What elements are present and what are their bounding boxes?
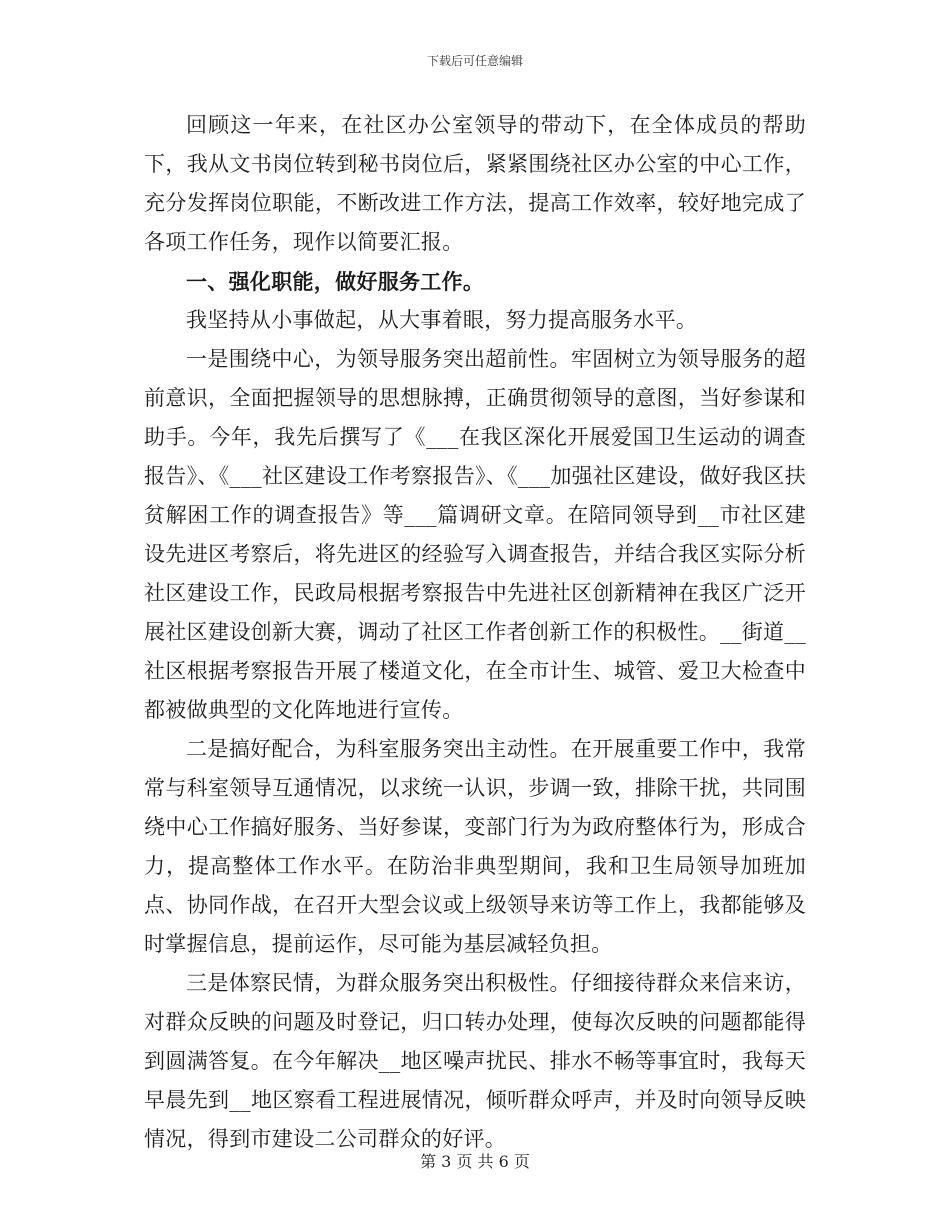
section-heading: 一、强化职能，做好服务工作。 xyxy=(186,269,485,294)
page-header: 下载后可任意编辑 xyxy=(426,54,523,68)
paragraph-intro: 回顾这一年来，在社区办公室领导的带动下，在全体成员的帮助下，我从文书岗位转到秘书岗位后，紧紧围绕社区办公室的中心工作，充分发挥岗位职能，不断改进工作方法，提高工作效率，较好地完成了各项工作任务，现作以简要汇报。 xyxy=(144,113,806,254)
paragraph-summary: 我坚持从小事做起，从大事着眼，努力提高服务水平。 xyxy=(186,308,698,332)
page-number: 第 3 页 共 6 页 xyxy=(420,1152,530,1171)
document-body xyxy=(144,106,806,1159)
paragraph-point-two: 二是搞好配合，为科室服务突出主动性。在开展重要工作中，我常常与科室领导互通情况，以求统一认识，步调一致，排除干扰，共同围绕中心工作搞好服务、当好参谋，变部门行为为政府整体行为，形成合力，提高整体工作水平。在防治非典型期间，我和卫生局领导加班加点、协同作战，在召开大型会议或上级领导来访等工作上，我都能够及时掌握信息，提前运作，尽可能为基层减轻负担。 xyxy=(144,737,806,956)
paragraph-point-three: 三是体察民情，为群众服务突出积极性。仔细接待群众来信来访，对群众反映的问题及时登记，归口转办处理，使每次反映的问题都能得到圆满答复。在今年解决__地区噪声扰民、排水不畅等事宜时，我每天早晨先到__地区察看工程进展情况，倾听群众呼声，并及时向领导反映情况，得到市建设二公司群众的好评。 xyxy=(144,971,806,1151)
paragraph-point-one: 一是围绕中心，为领导服务突出超前性。牢固树立为领导服务的超前意识，全面把握领导的思想脉搏，正确贯彻领导的意图，当好参谋和助手。今年，我先后撰写了《___在我区深化开展爱国卫生运动的调查报告》、《___社区建设工作考察报告》、《___加强社区建设，做好我区扶贫解困工作的调查报告》等___篇调研文章。在陪同领导到__市社区建设先进区考察后，将先进区的经验写入调查报告，并结合我区实际分析社区建设工作，民政局根据考察报告中先进社区创新精神在我区广泛开展社区建设创新大赛，调动了社区工作者创新工作的积极性。__街道__社区根据考察报告开展了楼道文化，在全市计生、城管、爱卫大检查中都被做典型的文化阵地进行宣传。 xyxy=(144,347,806,722)
